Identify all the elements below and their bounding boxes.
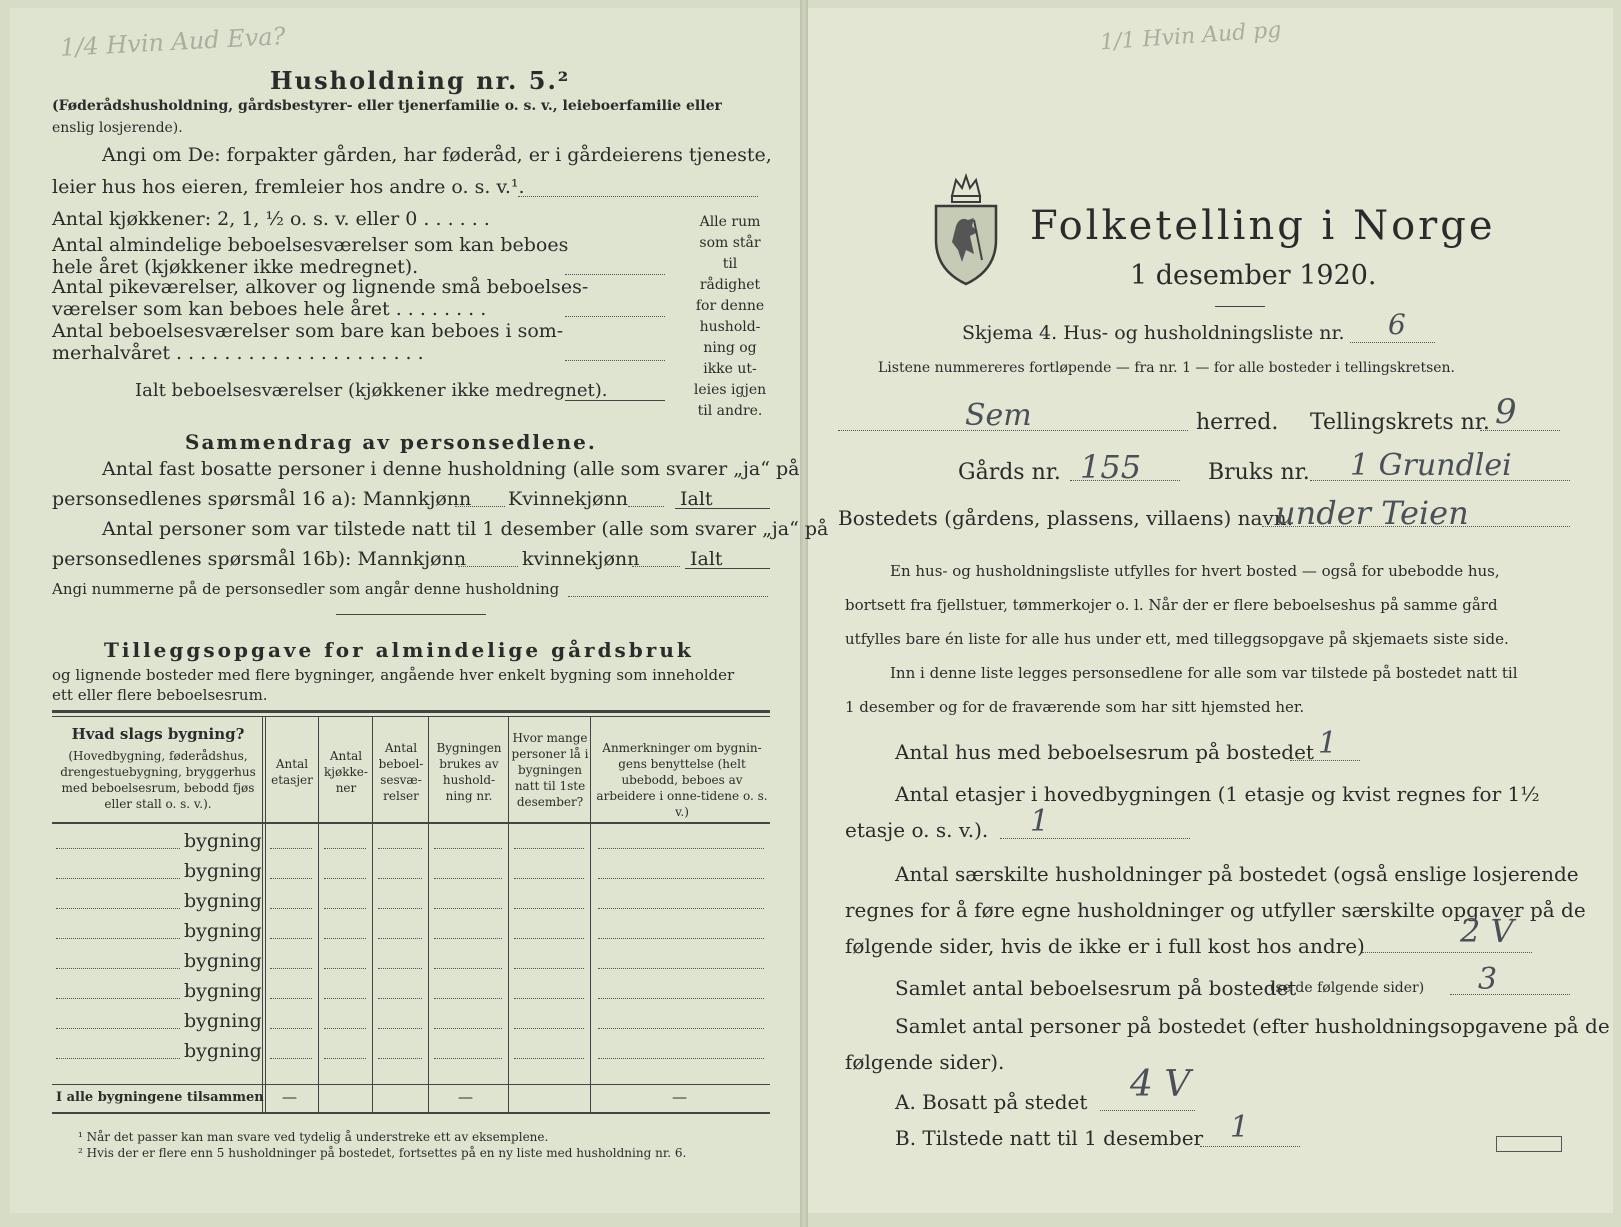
main-title: Folketelling i Norge: [1030, 203, 1496, 249]
title-divider: [1215, 306, 1265, 307]
bosted-value[interactable]: under Teien: [1275, 494, 1469, 532]
building-cell-line[interactable]: [378, 1058, 422, 1059]
summary-line-1c: Kvinnekjønn: [508, 488, 629, 510]
col-header-persons: Hvor mange personer lå i bygningen natt til 1ste desember?: [511, 731, 589, 809]
building-cell-line[interactable]: [514, 968, 584, 969]
building-type-line[interactable]: [56, 968, 180, 969]
building-cell-line[interactable]: [324, 908, 366, 909]
q3-value[interactable]: 2 V: [1460, 912, 1514, 950]
table-col-divider: [508, 716, 509, 1112]
intro-line-1: Angi om De: forpakter gården, har føderåd, er i gårdeierens tjeneste,: [102, 144, 772, 166]
summer-label-1: Antal beboelsesværelser som bare kan beboes i som-: [52, 320, 564, 342]
footnote-2: ² Hvis der er flere enn 5 husholdninger på bostedet, fortsettes på en ny liste med husholdning nr. 6.: [78, 1146, 687, 1160]
q3-label-b: regnes for å føre egne husholdninger og utfyller særskilte opgaver på de: [845, 898, 1586, 922]
section-divider: [336, 614, 486, 615]
rooms-answer-line[interactable]: [565, 274, 665, 275]
building-cell-line[interactable]: [514, 1028, 584, 1029]
table-col-divider: [372, 716, 373, 1112]
qA-line[interactable]: [1100, 1110, 1195, 1111]
building-cell-line[interactable]: [434, 1028, 502, 1029]
schema-number-value[interactable]: 6: [1388, 308, 1406, 341]
krets-value[interactable]: 9: [1495, 392, 1517, 432]
q2-label-b: etasje o. s. v.).: [845, 818, 989, 842]
building-cell-line[interactable]: [514, 998, 584, 999]
supplement-line-2: ett eller flere beboelsesrum.: [52, 686, 268, 704]
instruction-3: utfylles bare én liste for alle hus under ett, med tilleggsopgave på skjemaets siste side.: [845, 630, 1509, 648]
schema-number-line[interactable]: [1350, 342, 1435, 343]
q5-label-a: Samlet antal personer på bostedet (efter husholdningsopgavene på de: [895, 1014, 1610, 1038]
building-cell-line[interactable]: [434, 1058, 502, 1059]
building-type-line[interactable]: [56, 848, 180, 849]
building-cell-line[interactable]: [324, 1028, 366, 1029]
maids-answer-line[interactable]: [565, 316, 665, 317]
gards-label: Gårds nr.: [958, 460, 1061, 485]
building-cell-line[interactable]: [514, 908, 584, 909]
summary-2-men-line[interactable]: [458, 566, 518, 567]
building-row-label: bygning: [184, 860, 262, 882]
summary-1-men-line[interactable]: [455, 506, 505, 507]
instruction-2: bortsett fra fjellstuer, tømmerkojer o. l. Når der er flere beboelseshus på samme gård: [845, 596, 1498, 614]
side-note-line: for denne: [695, 298, 765, 314]
table-header-rule: [52, 822, 770, 824]
total-rooms-label: Ialt beboelsesværelser (kjøkkener ikke medregnet).: [135, 380, 608, 401]
q3-label-c: følgende sider, hvis de ikke er i full kost hos andre): [845, 934, 1365, 958]
bruks-value[interactable]: 1 Grundlei: [1350, 448, 1512, 483]
summary-3-answer-line[interactable]: [568, 596, 768, 597]
side-note-line: som står til: [699, 235, 761, 272]
building-cell-line[interactable]: [378, 908, 422, 909]
summary-2-women-line[interactable]: [632, 566, 680, 567]
col-header-remarks: Anmerkninger om bygnin-gens benyttelse (helt ubebodd, beboes av arbeidere i onne-tidene o. s. v.): [596, 741, 768, 819]
footnote-1: ¹ Når det passer kan man svare ved tydelig å understreke ett av eksemplene.: [78, 1130, 549, 1144]
building-cell-line[interactable]: [324, 848, 366, 849]
col-header-household: Bygningen brukes av hushold-ning nr.: [436, 741, 502, 803]
summary-line-3: Angi nummerne på de personsedler som angår denne husholdning: [52, 580, 560, 598]
building-type-line[interactable]: [56, 1028, 180, 1029]
summary-line-2c: kvinnekjønn: [522, 548, 640, 570]
building-cell-line[interactable]: [378, 878, 422, 879]
building-cell-line[interactable]: [514, 878, 584, 879]
table-total-rule: [52, 1084, 770, 1085]
q1-value[interactable]: 1: [1318, 726, 1338, 761]
building-type-line[interactable]: [56, 1058, 180, 1059]
col-header-floors: Antal etasjer: [271, 757, 313, 787]
building-cell-line[interactable]: [598, 1058, 764, 1059]
summer-answer-line[interactable]: [565, 360, 665, 361]
rooms-side-note: [690, 212, 770, 422]
building-row-label: bygning: [184, 920, 262, 942]
q3-label-a: Antal særskilte husholdninger på bostedet (også enslige losjerende: [895, 862, 1579, 886]
krets-line[interactable]: [1480, 430, 1560, 431]
building-cell-line[interactable]: [270, 998, 312, 999]
table-col-divider: [590, 716, 591, 1112]
total-remarks-dash: —: [672, 1088, 687, 1106]
building-cell-line[interactable]: [378, 938, 422, 939]
building-cell-line[interactable]: [324, 938, 366, 939]
building-cell-line[interactable]: [514, 848, 584, 849]
side-note-line: Alle rum: [699, 214, 761, 230]
building-cell-line[interactable]: [378, 848, 422, 849]
qA-label: A. Bosatt på stedet: [895, 1090, 1088, 1114]
table-col-divider: [318, 716, 319, 1112]
building-cell-line[interactable]: [598, 848, 764, 849]
pencil-scribble-right: 1/1 Hvin Aud pg: [1099, 17, 1283, 56]
census-date: 1 desember 1920.: [1130, 260, 1377, 291]
building-cell-line[interactable]: [598, 968, 764, 969]
building-cell-line[interactable]: [324, 998, 366, 999]
krets-label: Tellingskrets nr.: [1310, 410, 1490, 435]
q1-label: Antal hus med beboelsesrum på bostedet: [895, 740, 1314, 764]
table-col-divider: [262, 716, 263, 1112]
building-row-label: bygning: [184, 980, 262, 1002]
printer-stamp: [1496, 1136, 1562, 1152]
col-header-building: Hvad slags bygning?: [71, 725, 245, 743]
intro-line-2: leier hus hos eieren, fremleier hos andre o. s. v.¹.: [52, 176, 525, 198]
qA-value[interactable]: 4 V: [1130, 1064, 1191, 1105]
building-cell-line[interactable]: [434, 938, 502, 939]
table-top-rule-2: [52, 716, 770, 717]
building-cell-line[interactable]: [270, 878, 312, 879]
building-row-label: bygning: [184, 1040, 262, 1062]
instruction-5: 1 desember og for de fraværende som har sitt hjemsted her.: [845, 698, 1305, 716]
pencil-scribble-left: 1/4 Hvin Aud Eva?: [59, 22, 287, 62]
bosted-label: Bostedets (gårdens, plassens, villaens) navn:: [838, 506, 1294, 530]
summary-title: Sammendrag av personsedlene.: [185, 430, 597, 454]
building-type-line[interactable]: [56, 878, 180, 879]
col-header-building-desc: (Hovedbygning, føderådshus, drengestuebygning, bryggerhus med beboelsesrum, bebodd fjøs eller stall o. s. v.).: [60, 749, 256, 811]
household-subtitle-1: (Føderådshusholdning, gårdsbestyrer- eller tjenerfamilie o. s. v., leieboerfamilie eller: [52, 98, 722, 114]
building-cell-line[interactable]: [324, 878, 366, 879]
side-note-line: ikke ut-: [703, 361, 757, 377]
building-cell-line[interactable]: [378, 968, 422, 969]
supplement-title: Tilleggsopgave for almindelige gårdsbruk: [104, 638, 694, 662]
summary-line-1d: Ialt: [680, 488, 713, 510]
gards-value[interactable]: 155: [1080, 448, 1142, 486]
instruction-1: En hus- og husholdningsliste utfylles for hvert bosted — også for ubebodde hus,: [890, 562, 1500, 580]
col-header-rooms: Antal beboel-sesvæ-relser: [378, 741, 424, 803]
qB-value[interactable]: 1: [1230, 1110, 1250, 1145]
qB-label: B. Tilstede natt til 1 desember: [895, 1126, 1204, 1150]
intro-answer-line[interactable]: [518, 196, 758, 197]
summary-line-2b: personsedlenes spørsmål 16b): Mannkjønn: [52, 548, 467, 570]
table-total-label: I alle bygningene tilsammen: [56, 1090, 264, 1105]
summary-line-2a: Antal personer som var tilstede natt til 1 desember (alle som svarer „ja“ på: [102, 518, 829, 540]
building-cell-line[interactable]: [514, 1058, 584, 1059]
col-header-kitchens: Antal kjøkke-ner: [324, 749, 368, 795]
building-row-label: bygning: [184, 830, 262, 852]
building-type-line[interactable]: [56, 908, 180, 909]
side-note-line: leies igjen: [693, 382, 767, 398]
table-bottom-rule: [52, 1112, 770, 1114]
q4-label: Samlet antal beboelsesrum på bostedet: [895, 976, 1297, 1000]
summary-line-1b: personsedlenes spørsmål 16 a): Mannkjønn: [52, 488, 472, 510]
rooms-label-2: hele året (kjøkkener ikke medregnet).: [52, 256, 419, 278]
herred-label: herred.: [1196, 410, 1279, 435]
side-note-line: til andre.: [697, 403, 763, 419]
bruks-label: Bruks nr.: [1208, 460, 1310, 485]
q3-line[interactable]: [1362, 952, 1532, 953]
building-cell-line[interactable]: [598, 998, 764, 999]
building-cell-line[interactable]: [270, 938, 312, 939]
building-cell-line[interactable]: [598, 1028, 764, 1029]
schema-label: Skjema 4. Hus- og husholdningsliste nr.: [962, 322, 1345, 344]
building-cell-line[interactable]: [270, 968, 312, 969]
building-row-label: bygning: [184, 890, 262, 912]
building-cell-line[interactable]: [378, 1028, 422, 1029]
q4-note: (se de følgende sider): [1270, 980, 1425, 996]
building-cell-line[interactable]: [434, 998, 502, 999]
supplement-line-1: og lignende bosteder med flere bygninger, angående hver enkelt bygning som inneholder: [52, 666, 735, 684]
side-note-line: rådighet: [699, 277, 761, 293]
building-cell-line[interactable]: [598, 908, 764, 909]
building-cell-line[interactable]: [324, 1058, 366, 1059]
building-cell-line[interactable]: [514, 938, 584, 939]
building-type-line[interactable]: [56, 938, 180, 939]
household-title: Husholdning nr. 5.²: [270, 66, 571, 95]
building-cell-line[interactable]: [434, 878, 502, 879]
summer-label-2: merhalvåret . . . . . . . . . . . . . . . . . . . . .: [52, 342, 424, 364]
q2-value[interactable]: 1: [1030, 804, 1050, 839]
building-cell-line[interactable]: [270, 848, 312, 849]
table-top-rule: [52, 710, 770, 713]
total-floors-dash: —: [282, 1088, 297, 1106]
maids-label-2: værelser som kan beboes hele året . . . . . . . .: [52, 298, 487, 320]
building-row-label: bygning: [184, 1010, 262, 1032]
q4-value[interactable]: 3: [1478, 962, 1498, 997]
summary-1-total-line[interactable]: [675, 508, 770, 509]
maids-label-1: Antal pikeværelser, alkover og lignende små beboelses-: [52, 276, 589, 298]
building-cell-line[interactable]: [270, 908, 312, 909]
summary-line-1a: Antal fast bosatte personer i denne husholdning (alle som svarer „ja“ på: [102, 458, 800, 480]
building-cell-line[interactable]: [598, 878, 764, 879]
numbering-note: Listene nummereres fortløpende — fra nr. 1 — for alle bosteder i tellingskretsen.: [878, 360, 1456, 376]
kitchens-label: Antal kjøkkener: 2, 1, ½ o. s. v. eller 0 . . . . . .: [52, 208, 490, 230]
qB-line[interactable]: [1200, 1146, 1300, 1147]
page-fold: [800, 0, 808, 1227]
summary-line-2d: Ialt: [690, 548, 723, 570]
summary-1-women-line[interactable]: [628, 506, 664, 507]
building-cell-line[interactable]: [270, 1028, 312, 1029]
building-cell-line[interactable]: [434, 908, 502, 909]
side-note-line: hushold-: [699, 319, 761, 335]
total-rooms-answer-line[interactable]: [565, 400, 665, 401]
building-type-line[interactable]: [56, 998, 180, 999]
building-cell-line[interactable]: [434, 968, 502, 969]
herred-value[interactable]: Sem: [965, 398, 1032, 433]
instruction-4: Inn i denne liste legges personsedlene for alle som var tilstede på bostedet natt til: [890, 664, 1518, 682]
total-household-dash: —: [458, 1088, 473, 1106]
rooms-label-1: Antal almindelige beboelsesværelser som kan beboes: [52, 234, 569, 256]
q5-label-b: følgende sider).: [845, 1050, 1005, 1074]
q2-label-a: Antal etasjer i hovedbygningen (1 etasje og kvist regnes for 1½: [895, 782, 1540, 806]
building-cell-line[interactable]: [598, 938, 764, 939]
table-col-divider: [428, 716, 429, 1112]
household-subtitle-2: enslig losjerende).: [52, 120, 183, 136]
q4-line[interactable]: [1450, 994, 1570, 995]
building-cell-line[interactable]: [434, 848, 502, 849]
summary-2-total-line[interactable]: [685, 568, 770, 569]
q2-line[interactable]: [1000, 838, 1190, 839]
building-cell-line[interactable]: [270, 1058, 312, 1059]
side-note-line: ning og: [703, 340, 757, 356]
building-cell-line[interactable]: [378, 998, 422, 999]
coat-of-arms-icon: [930, 170, 1002, 288]
building-row-label: bygning: [184, 950, 262, 972]
building-cell-line[interactable]: [324, 968, 366, 969]
